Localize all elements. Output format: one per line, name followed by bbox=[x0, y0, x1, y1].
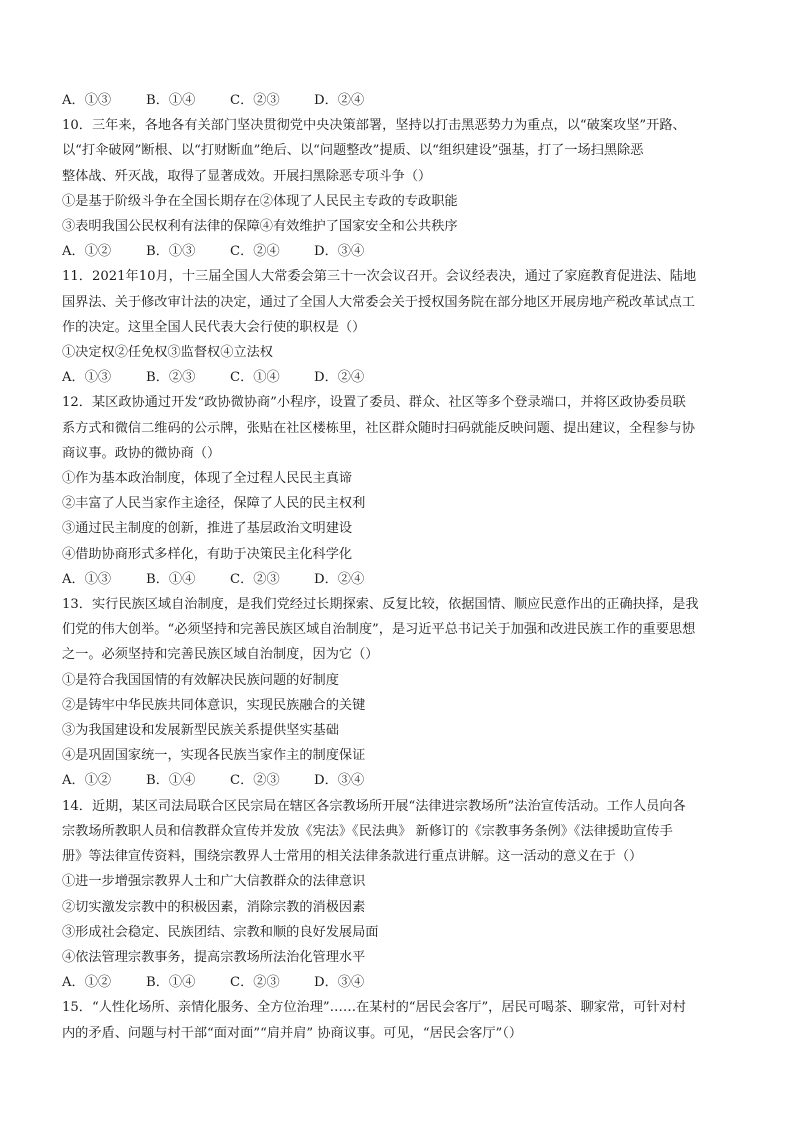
option-d: D．②④ bbox=[314, 93, 365, 108]
question-14 bbox=[62, 794, 734, 996]
q13-options bbox=[62, 768, 734, 793]
q12-options bbox=[62, 567, 734, 592]
question-stem-line: 15．“人性化场所、亲情化服务、全方位治理”……在某村的“居民会客厅”，居民可喝茶、聊家常，可针对村 bbox=[62, 1000, 686, 1016]
option-b: B．②③ bbox=[146, 370, 196, 386]
question-stem-line: 册》等法律宣传资料，围绕宗教界人士常用的相关法律条款进行重点讲解。这一活动的意义在于（） bbox=[62, 849, 643, 865]
choice-item: ①是符合我国国情的有效解决民族问题的好制度 bbox=[62, 672, 339, 688]
option-a: A．①③ bbox=[62, 93, 112, 108]
question-stem-line: 系方式和微信二维码的公示牌，张贴在社区楼栋里，社区群众随时扫码就能反映问题、提出建议，全程参与协 bbox=[62, 420, 695, 436]
question-10 bbox=[62, 113, 734, 264]
choice-item: ③通过民主制度的创新，推进了基层政治文明建设 bbox=[62, 521, 353, 537]
question-11 bbox=[62, 264, 734, 390]
choice-item: ①作为基本政治制度，体现了全过程人民民主真谛 bbox=[62, 471, 353, 487]
choice-item: ③为我国建设和发展新型民族关系提供坚实基础 bbox=[62, 723, 339, 739]
option-c: C．②③ bbox=[230, 975, 280, 991]
question-15 bbox=[62, 995, 734, 1045]
choice-item: ④是巩固国家统一，实现各民族当家作主的制度保证 bbox=[62, 748, 366, 764]
choice-item: ②丰富了人民当家作主途径，保障了人民的民主权利 bbox=[62, 496, 366, 512]
question-stem-line: 国界法、关于修改审计法的决定，通过了全国人大常委会关于授权国务院在部分地区开展房地产税改革试点工 bbox=[62, 294, 695, 310]
choice-item: ④依法管理宗教事务，提高宗教场所法治化管理水平 bbox=[62, 949, 366, 965]
choice-item: ④借助协商形式多样化，有助于决策民主化科学化 bbox=[62, 546, 353, 562]
q9-options bbox=[62, 88, 734, 113]
question-stem-line: 12．某区政协通过开发“政协微协商”小程序，设置了委员、群众、社区等多个登录端口，并将区政协委员联 bbox=[62, 395, 686, 411]
option-d: D．③④ bbox=[314, 244, 365, 260]
q14-options bbox=[62, 970, 734, 995]
option-d: D．②④ bbox=[314, 571, 365, 587]
option-b: B．①④ bbox=[146, 773, 196, 789]
question-stem-line: 商议事。政协的微协商（） bbox=[62, 445, 221, 461]
choice-item: ①是基于阶级斗争在全国长期存在②体现了人民民主专政的专政职能 bbox=[62, 193, 458, 209]
question-stem-line: 内的矛盾、问题与村干部“面对面”“肩并肩” 协商议事。可见，“居民会客厅”（） bbox=[62, 1025, 523, 1041]
question-stem-line: 作的决定。这里全国人民代表大会行使的职权是（） bbox=[62, 319, 366, 335]
question-stem-line: 们党的伟大创举。“必须坚持和完善民族区域自治制度”，是习近平总书记关于加强和改进民族工作的重要思想 bbox=[62, 622, 696, 638]
option-c: C．②③ bbox=[230, 571, 280, 587]
question-stem-line: 整体战、歼灭战，取得了显著成效。开展扫黑除恶专项斗争（） bbox=[62, 168, 432, 184]
option-d: D．③④ bbox=[314, 975, 365, 991]
question-stem-line: 以“打伞破网”断根、以“打财断血”绝后、以“问题整改”提质、以“组织建设”强基，打了一场扫黑除恶 bbox=[62, 143, 644, 159]
question-stem-line: 13．实行民族区域自治制度，是我们党经过长期探索、反复比较，依据国情、顺应民意作出的正确抉择，是我 bbox=[62, 597, 699, 613]
option-c: C．①④ bbox=[230, 370, 280, 386]
exam-page bbox=[62, 88, 734, 1046]
choice-item: ①决定权②任免权③监督权④立法权 bbox=[62, 345, 273, 361]
option-b: B．①④ bbox=[146, 93, 196, 108]
option-c: C．②④ bbox=[230, 244, 280, 260]
question-stem-line: 14．近期，某区司法局联合区民宗局在辖区各宗教场所开展“法律进宗教场所”法治宣传活动。工作人员向各 bbox=[62, 798, 686, 814]
question-stem-line: 11．2021年10月，十三届全国人大常委会第三十一次会议召开。会议经表决，通过了家庭教育促进法、陆地 bbox=[62, 269, 697, 285]
q10-options bbox=[62, 239, 734, 264]
option-a: A．①② bbox=[62, 773, 112, 789]
option-b: B．①④ bbox=[146, 571, 196, 587]
choice-item: ③形成社会稳定、民族团结、宗教和顺的良好发展局面 bbox=[62, 924, 379, 940]
option-a: A．①③ bbox=[62, 370, 112, 386]
option-a: A．①② bbox=[62, 244, 112, 260]
option-c: C．②③ bbox=[230, 93, 280, 108]
q11-options bbox=[62, 365, 734, 390]
question-stem-line: 10．三年来，各地各有关部门坚决贯彻党中央决策部署，坚持以打击黑恶势力为重点，以“破案攻坚”开路、 bbox=[62, 118, 686, 134]
option-a: A．①③ bbox=[62, 571, 112, 587]
option-d: D．②④ bbox=[314, 370, 365, 386]
question-12 bbox=[62, 390, 734, 592]
option-b: B．①④ bbox=[146, 975, 196, 991]
option-c: C．②③ bbox=[230, 773, 280, 789]
choice-item: ②是铸牢中华民族共同体意识，实现民族融合的关键 bbox=[62, 697, 366, 713]
question-stem-line: 宗教场所教职人员和信教群众宣传并发放《宪法》《民法典》 新修订的《宗教事务条例》《法律援助宣传手 bbox=[62, 823, 673, 839]
choice-item: ③表明我国公民权利有法律的保障④有效维护了国家安全和公共秩序 bbox=[62, 219, 458, 235]
choice-item: ②切实激发宗教中的积极因素，消除宗教的消极因素 bbox=[62, 899, 366, 915]
option-a: A．①② bbox=[62, 975, 112, 991]
choice-item: ①进一步增强宗教界人士和广大信教群众的法律意识 bbox=[62, 874, 366, 890]
option-d: D．③④ bbox=[314, 773, 365, 789]
option-b: B．①③ bbox=[146, 244, 196, 260]
question-13 bbox=[62, 592, 734, 794]
question-stem-line: 之一。必须坚持和完善民族区域自治制度，因为它（） bbox=[62, 647, 379, 663]
